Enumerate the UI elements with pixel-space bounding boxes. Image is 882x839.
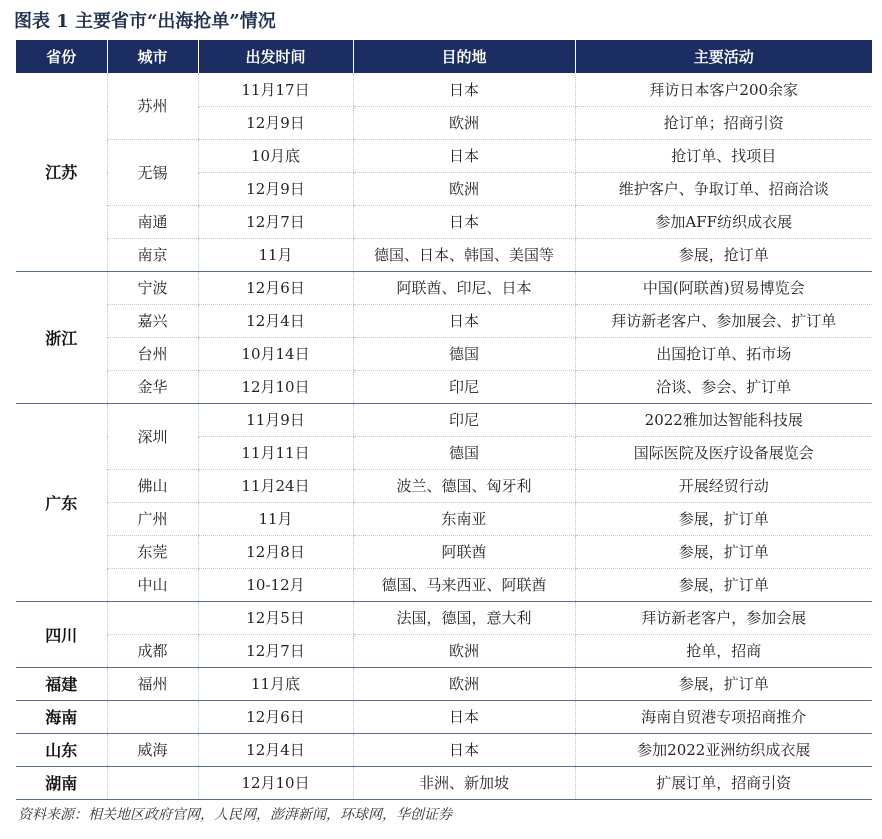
city-cell: 佛山 <box>107 469 198 502</box>
table-row <box>16 370 872 403</box>
activity-cell: 抢订单、找项目 <box>575 139 872 172</box>
city-cell: 南通 <box>107 205 198 238</box>
time-cell: 12月7日 <box>198 634 353 667</box>
destination-cell: 日本 <box>353 139 575 172</box>
city-cell <box>107 700 198 733</box>
table-row <box>16 766 872 799</box>
city-cell: 成都 <box>107 634 198 667</box>
province-cell: 江苏 <box>16 73 107 271</box>
activity-cell: 抢单，招商 <box>575 634 872 667</box>
table-row <box>16 337 872 370</box>
header-row <box>16 40 872 73</box>
activity-cell: 海南自贸港专项招商推介 <box>575 700 872 733</box>
destination-cell: 德国 <box>353 337 575 370</box>
destination-cell: 德国、马来西亚、阿联酋 <box>353 568 575 601</box>
table-row <box>16 304 872 337</box>
city-cell: 台州 <box>107 337 198 370</box>
time-cell: 11月9日 <box>198 403 353 436</box>
city-cell <box>107 766 198 799</box>
time-cell: 12月10日 <box>198 766 353 799</box>
province-cell: 湖南 <box>16 766 107 799</box>
city-cell: 苏州 <box>107 73 198 139</box>
activity-cell: 抢订单；招商引资 <box>575 106 872 139</box>
activity-cell: 参展，扩订单 <box>575 502 872 535</box>
header-time: 出发时间 <box>198 40 353 73</box>
time-cell: 12月9日 <box>198 106 353 139</box>
table-row <box>16 667 872 700</box>
city-cell: 威海 <box>107 733 198 766</box>
table-row <box>16 205 872 238</box>
table-row <box>16 139 872 172</box>
time-cell: 11月24日 <box>198 469 353 502</box>
time-cell: 12月10日 <box>198 370 353 403</box>
province-cell: 浙江 <box>16 271 107 403</box>
time-cell: 12月8日 <box>198 535 353 568</box>
city-cell: 金华 <box>107 370 198 403</box>
time-cell: 10月底 <box>198 139 353 172</box>
destination-cell: 欧洲 <box>353 106 575 139</box>
activity-cell: 出国抢订单、拓市场 <box>575 337 872 370</box>
city-cell: 中山 <box>107 568 198 601</box>
time-cell: 10月14日 <box>198 337 353 370</box>
destination-cell: 日本 <box>353 700 575 733</box>
city-cell: 东莞 <box>107 535 198 568</box>
city-cell: 福州 <box>107 667 198 700</box>
destination-cell: 阿联酋、印尼、日本 <box>353 271 575 304</box>
activity-cell: 参展，扩订单 <box>575 535 872 568</box>
table-row <box>16 502 872 535</box>
destination-cell: 日本 <box>353 304 575 337</box>
activity-cell: 扩展订单，招商引资 <box>575 766 872 799</box>
table-row <box>16 700 872 733</box>
city-cell: 无锡 <box>107 139 198 205</box>
destination-cell: 日本 <box>353 733 575 766</box>
destination-cell: 德国、日本、韩国、美国等 <box>353 238 575 271</box>
time-cell: 11月底 <box>198 667 353 700</box>
time-cell: 11月17日 <box>198 73 353 106</box>
time-cell: 10-12月 <box>198 568 353 601</box>
header-city: 城市 <box>107 40 198 73</box>
time-cell: 11月 <box>198 502 353 535</box>
city-cell: 嘉兴 <box>107 304 198 337</box>
table-row <box>16 73 872 106</box>
table-row <box>16 634 872 667</box>
time-cell: 11月 <box>198 238 353 271</box>
table-row <box>16 568 872 601</box>
activity-cell: 参加AFF纺织成衣展 <box>575 205 872 238</box>
province-cell: 海南 <box>16 700 107 733</box>
time-cell: 12月6日 <box>198 700 353 733</box>
activity-cell: 拜访新老客户、参加展会、扩订单 <box>575 304 872 337</box>
destination-cell: 非洲、新加坡 <box>353 766 575 799</box>
activity-cell: 参加2022亚洲纺织成衣展 <box>575 733 872 766</box>
time-cell: 12月4日 <box>198 733 353 766</box>
destination-cell: 欧洲 <box>353 667 575 700</box>
destination-cell: 德国 <box>353 436 575 469</box>
destination-cell: 印尼 <box>353 370 575 403</box>
activity-cell: 洽谈、参会、扩订单 <box>575 370 872 403</box>
province-cell: 广东 <box>16 403 107 601</box>
header-destination: 目的地 <box>353 40 575 73</box>
table-row <box>16 238 872 271</box>
province-cell: 山东 <box>16 733 107 766</box>
city-cell <box>107 601 198 634</box>
header-activity: 主要活动 <box>575 40 872 73</box>
activity-cell: 国际医院及医疗设备展览会 <box>575 436 872 469</box>
destination-cell: 波兰、德国、匈牙利 <box>353 469 575 502</box>
table-row <box>16 271 872 304</box>
city-cell: 宁波 <box>107 271 198 304</box>
time-cell: 12月4日 <box>198 304 353 337</box>
activity-cell: 参展，抢订单 <box>575 238 872 271</box>
table-row <box>16 403 872 436</box>
destination-cell: 日本 <box>353 205 575 238</box>
activity-cell: 参展，扩订单 <box>575 667 872 700</box>
city-cell: 广州 <box>107 502 198 535</box>
time-cell: 12月5日 <box>198 601 353 634</box>
province-cell: 四川 <box>16 601 107 667</box>
activity-cell: 拜访新老客户，参加会展 <box>575 601 872 634</box>
activity-cell: 参展，扩订单 <box>575 568 872 601</box>
time-cell: 12月7日 <box>198 205 353 238</box>
table-row <box>16 733 872 766</box>
table-row <box>16 469 872 502</box>
city-cell: 深圳 <box>107 403 198 469</box>
province-table <box>16 40 872 800</box>
source-note: 资料来源：相关地区政府官网，人民网，澎湃新闻，环球网，华创证券 <box>18 807 452 823</box>
time-cell: 11月11日 <box>198 436 353 469</box>
figure-title: 图表 1 主要省市“出海抢单”情况 <box>14 11 276 32</box>
table-row <box>16 601 872 634</box>
activity-cell: 中国(阿联酋)贸易博览会 <box>575 271 872 304</box>
destination-cell: 法国，德国，意大利 <box>353 601 575 634</box>
destination-cell: 印尼 <box>353 403 575 436</box>
activity-cell: 2022雅加达智能科技展 <box>575 403 872 436</box>
province-cell: 福建 <box>16 667 107 700</box>
destination-cell: 日本 <box>353 73 575 106</box>
destination-cell: 欧洲 <box>353 634 575 667</box>
activity-cell: 拜访日本客户200余家 <box>575 73 872 106</box>
destination-cell: 阿联酋 <box>353 535 575 568</box>
destination-cell: 欧洲 <box>353 172 575 205</box>
header-province: 省份 <box>16 40 107 73</box>
city-cell: 南京 <box>107 238 198 271</box>
time-cell: 12月6日 <box>198 271 353 304</box>
activity-cell: 开展经贸行动 <box>575 469 872 502</box>
time-cell: 12月9日 <box>198 172 353 205</box>
table-row <box>16 535 872 568</box>
activity-cell: 维护客户、争取订单、招商洽谈 <box>575 172 872 205</box>
destination-cell: 东南亚 <box>353 502 575 535</box>
